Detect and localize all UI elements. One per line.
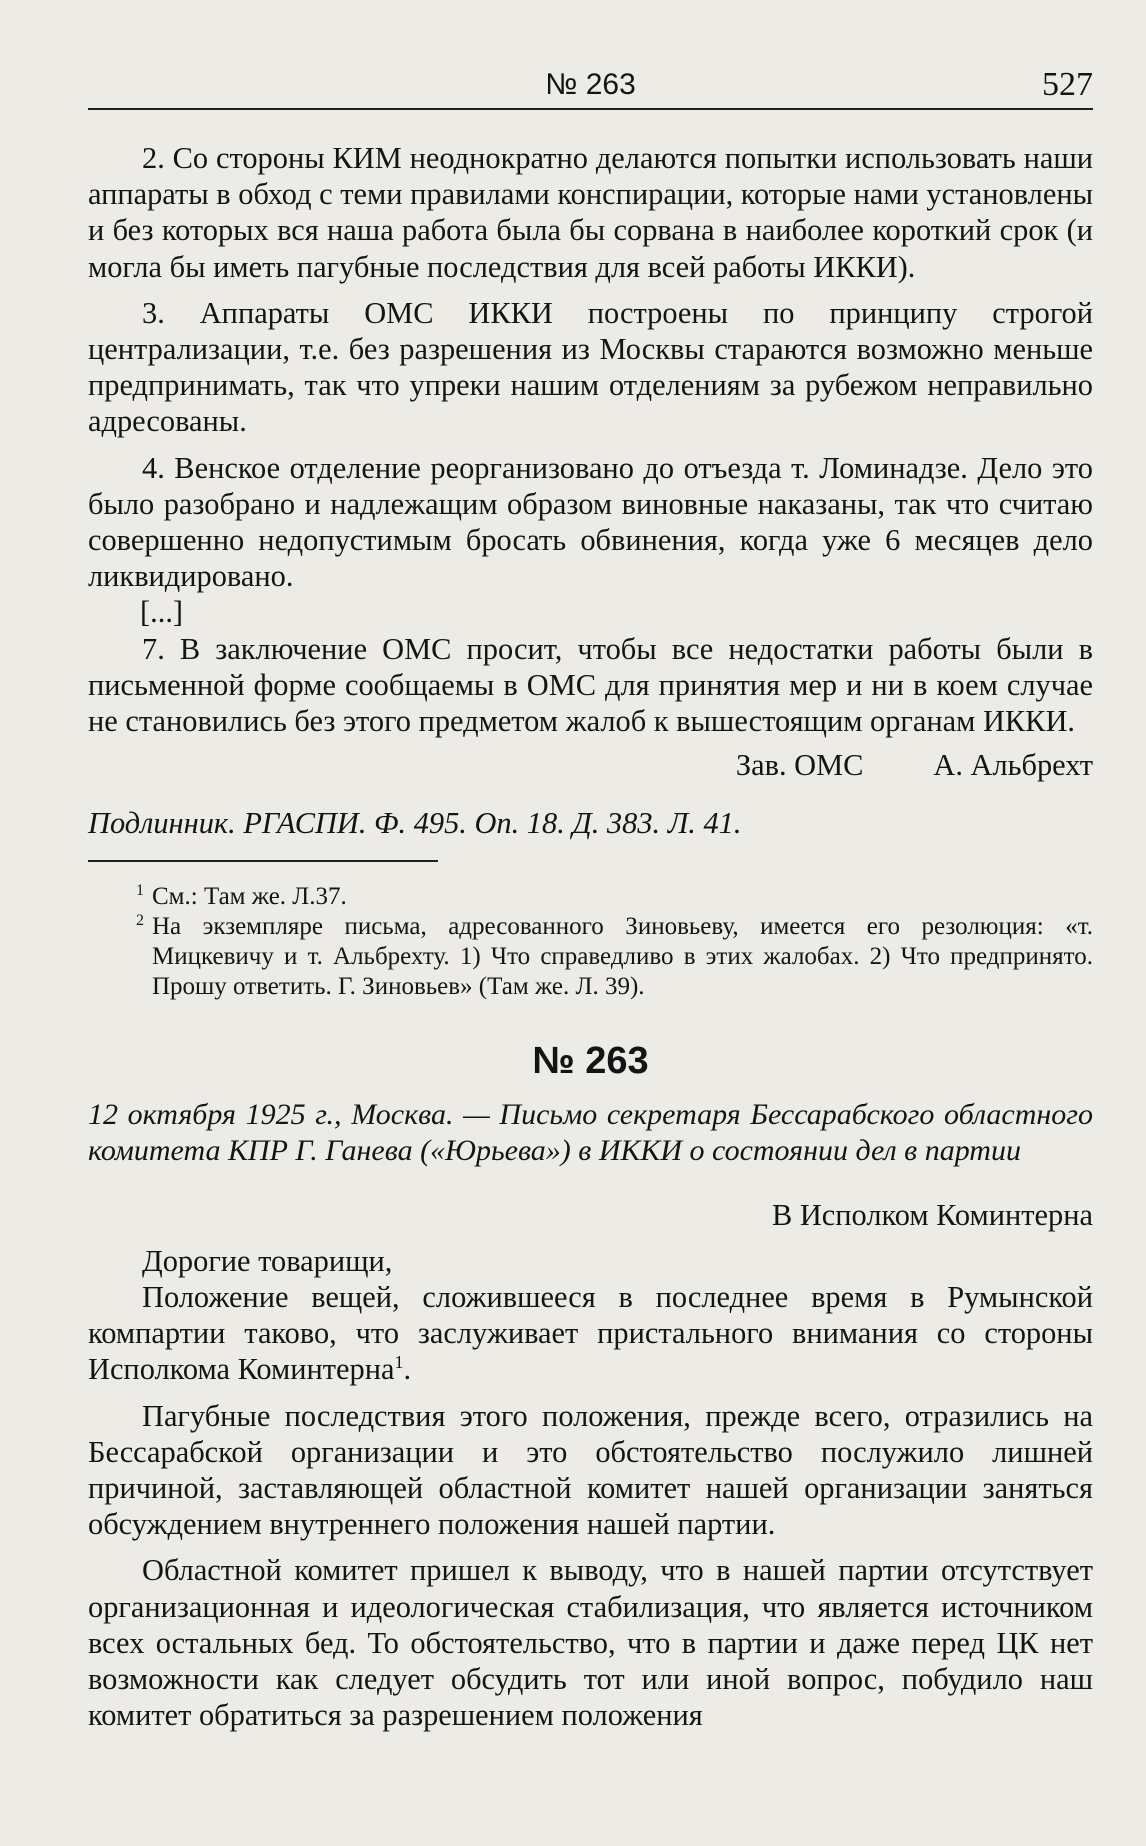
letter-paragraph-2: Пагубные последствия этого положения, прежде всего, отразились на Бессарабской организации и это обстоятельство послужило лишней причиной, заставляющей областной комитет нашей организации заняться обсуждением внутреннего положения нашей партии.	[88, 1398, 1093, 1542]
paragraph-7: 7. В заключение ОМС просит, чтобы все недостатки работы были в письменной форме сообщаемы в ОМС для принятия мер и ни в коем случае не становились без этого предметом жалоб к вышестоящим органам ИККИ.	[88, 631, 1093, 739]
signature-role: Зав. ОМС	[735, 748, 864, 783]
page-header	[88, 62, 1093, 110]
paragraph-3: 3. Аппараты ОМС ИККИ построены по принципу строгой централизации, т.е. без разрешения из Москвы стараются возможно меньше предпринимать, так что упреки нашим отделениям за рубежом неправильно адресованы.	[88, 295, 1093, 439]
footnote-1-number: 1	[136, 881, 144, 899]
archive-source: Подлинник. РГАСПИ. Ф. 495. Оп. 18. Д. 383. Л. 41.	[88, 806, 742, 841]
signature-line	[88, 747, 1093, 783]
footnote-divider	[88, 860, 438, 862]
footnote-2	[88, 912, 1093, 1002]
omission-mark: [...]	[140, 595, 184, 630]
letter-paragraph-1: Положение вещей, сложившееся в последнее время в Румынской компартии таково, что заслуживает пристального внимания со стороны Исполкома Коминтерна$^1$.	[88, 1280, 1093, 1387]
running-head: № 263	[545, 68, 636, 101]
letter-paragraph-3: Областной комитет пришел к выводу, что в нашей партии отсутствует организационная и идеологическая стабилизация, что является источником всех остальных бед. То обстоятельство, что в партии и даже перед ЦК нет возможности как следует обсудить тот или иной вопрос, побудило наш комитет обратиться за разрешением положения	[88, 1553, 1093, 1733]
footnote-1	[88, 882, 1093, 912]
footnote-2-number: 2	[136, 911, 144, 929]
greeting: Дорогие товарищи,	[142, 1243, 393, 1278]
footnote-ref-1: 1	[394, 1352, 404, 1373]
signature-name: А. Альбрехт	[933, 748, 1093, 783]
recipient: В Исполком Коминтерна	[771, 1197, 1093, 1232]
page-body	[88, 140, 1093, 1734]
footnote-1-text: См.: Там же. Л.37.	[152, 882, 347, 910]
paragraph-2: 2. Со стороны КИМ неоднократно делаются попытки использовать наши аппараты в обход с теми правилами конспирации, которые нами установлены и без которых вся наша работа была бы сорвана в наиболее короткий срок (и могла бы иметь пагубные последствия для всей работы ИККИ).	[88, 141, 1093, 284]
document-title: 12 октября 1925 г., Москва. — Письмо секретаря Бессарабского областного комитета КПР Г. Ганева («Юрьева») в ИККИ о состоянии дел в партии	[88, 1097, 1093, 1167]
footnote-2-text: На экземпляре письма, адресованного Зиновьеву, имеется его резолюция: «т. Мицкевичу и т. Альбрехту. 1) Что справедливо в этих жалобах. 2) Что предпринято. Прошу ответить. Г. Зиновьев» (Там же. Л. 39).	[152, 912, 1093, 1000]
page-number: 527	[1042, 66, 1093, 103]
document-number: № 263	[532, 1039, 649, 1082]
paragraph-4: 4. Венское отделение реорганизовано до отъезда т. Ломинадзе. Дело это было разобрано и надлежащим образом виновные наказаны, так что считаю совершенно недопустимым бросать обвинения, когда уже 6 месяцев дело ликвидировано.	[88, 450, 1093, 594]
